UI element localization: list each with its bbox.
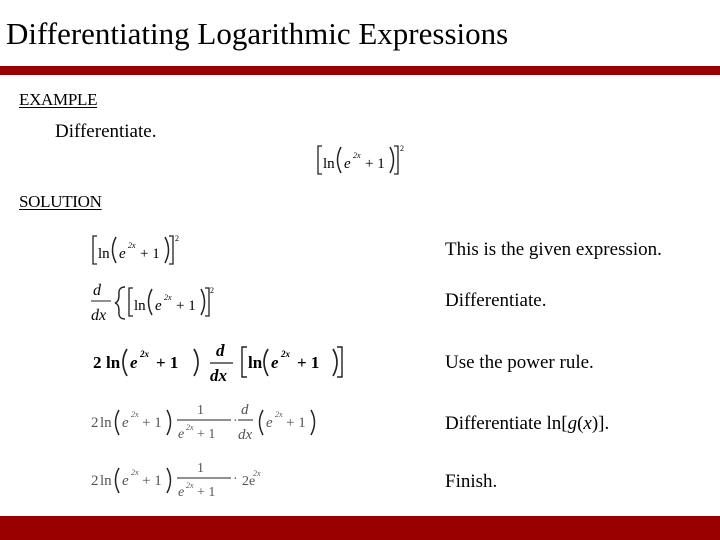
step-2-note: Differentiate.	[445, 290, 547, 311]
svg-text:d: d	[241, 402, 249, 418]
example-prompt: Differentiate.	[55, 121, 157, 142]
step-1-note: This is the given expression.	[445, 239, 662, 260]
step-1-expression	[91, 232, 186, 268]
footer-bar	[0, 516, 720, 540]
svg-text:d: d	[216, 341, 225, 360]
step-5-note: Finish.	[445, 471, 498, 492]
svg-text:e: e	[271, 353, 279, 372]
example-expression	[316, 142, 406, 178]
svg-text:2x: 2x	[164, 293, 172, 302]
svg-text:ln: ln	[323, 156, 335, 172]
svg-text:dx: dx	[91, 307, 107, 324]
svg-text:d: d	[93, 282, 101, 299]
svg-text:2: 2	[91, 415, 99, 431]
svg-text:ln: ln	[100, 473, 112, 489]
step-3-note: Use the power rule.	[445, 352, 594, 373]
svg-text:2x: 2x	[131, 468, 139, 477]
svg-text:·: ·	[233, 414, 238, 429]
svg-text:ln: ln	[134, 298, 146, 314]
svg-text:+ 1: + 1	[156, 353, 179, 372]
svg-text:dx: dx	[238, 427, 253, 443]
svg-text:2x: 2x	[140, 349, 149, 359]
svg-text:ln: ln	[98, 246, 110, 262]
step-3-expression	[90, 340, 350, 386]
svg-text:2x: 2x	[131, 410, 139, 419]
svg-text:e: e	[178, 427, 185, 442]
example-label: EXAMPLE	[19, 90, 98, 109]
svg-text:+ 1: + 1	[176, 298, 196, 314]
svg-text:+ 1: + 1	[286, 415, 306, 431]
svg-text:e: e	[344, 156, 351, 172]
svg-text:2x: 2x	[186, 481, 194, 490]
step-4-note: Differentiate ln[g(x)].	[445, 413, 610, 434]
svg-text:+ 1: + 1	[142, 415, 162, 431]
svg-text:2x: 2x	[275, 410, 283, 419]
svg-text:1: 1	[197, 403, 204, 418]
svg-text:ln: ln	[106, 353, 121, 372]
svg-text:e: e	[178, 485, 185, 500]
svg-text:+ 1: + 1	[297, 353, 320, 372]
svg-text:ln: ln	[248, 353, 263, 372]
svg-text:2e: 2e	[242, 474, 256, 489]
svg-text:1: 1	[197, 461, 204, 476]
svg-text:+ 1: + 1	[197, 427, 216, 442]
svg-text:2: 2	[91, 473, 99, 489]
svg-text:2: 2	[93, 353, 102, 372]
svg-text:2x: 2x	[186, 423, 194, 432]
svg-text:2x: 2x	[281, 349, 290, 359]
svg-text:+ 1: + 1	[197, 485, 216, 500]
svg-text:2x: 2x	[128, 241, 136, 250]
svg-text:2: 2	[175, 234, 179, 243]
step-2-expression	[89, 278, 224, 328]
svg-text:e: e	[122, 415, 129, 431]
svg-text:2x: 2x	[353, 151, 361, 160]
svg-text:+ 1: + 1	[140, 246, 160, 262]
svg-text:e: e	[119, 246, 126, 262]
title-underline-bar	[0, 66, 720, 75]
svg-text:e: e	[122, 473, 129, 489]
svg-text:2: 2	[210, 286, 214, 295]
step-5-expression	[89, 455, 279, 505]
svg-text:e: e	[266, 415, 273, 431]
svg-text:2: 2	[400, 144, 404, 153]
svg-text:·: ·	[233, 472, 238, 487]
svg-text:+ 1: + 1	[365, 156, 385, 172]
svg-text:e: e	[130, 353, 138, 372]
page-title: Differentiating Logarithmic Expressions	[6, 16, 509, 51]
solution-label: SOLUTION	[19, 192, 102, 211]
svg-text:2x: 2x	[253, 469, 261, 478]
svg-text:ln: ln	[100, 415, 112, 431]
svg-text:e: e	[155, 298, 162, 314]
svg-text:dx: dx	[210, 366, 227, 385]
svg-text:+ 1: + 1	[142, 473, 162, 489]
step-4-expression	[89, 397, 319, 447]
